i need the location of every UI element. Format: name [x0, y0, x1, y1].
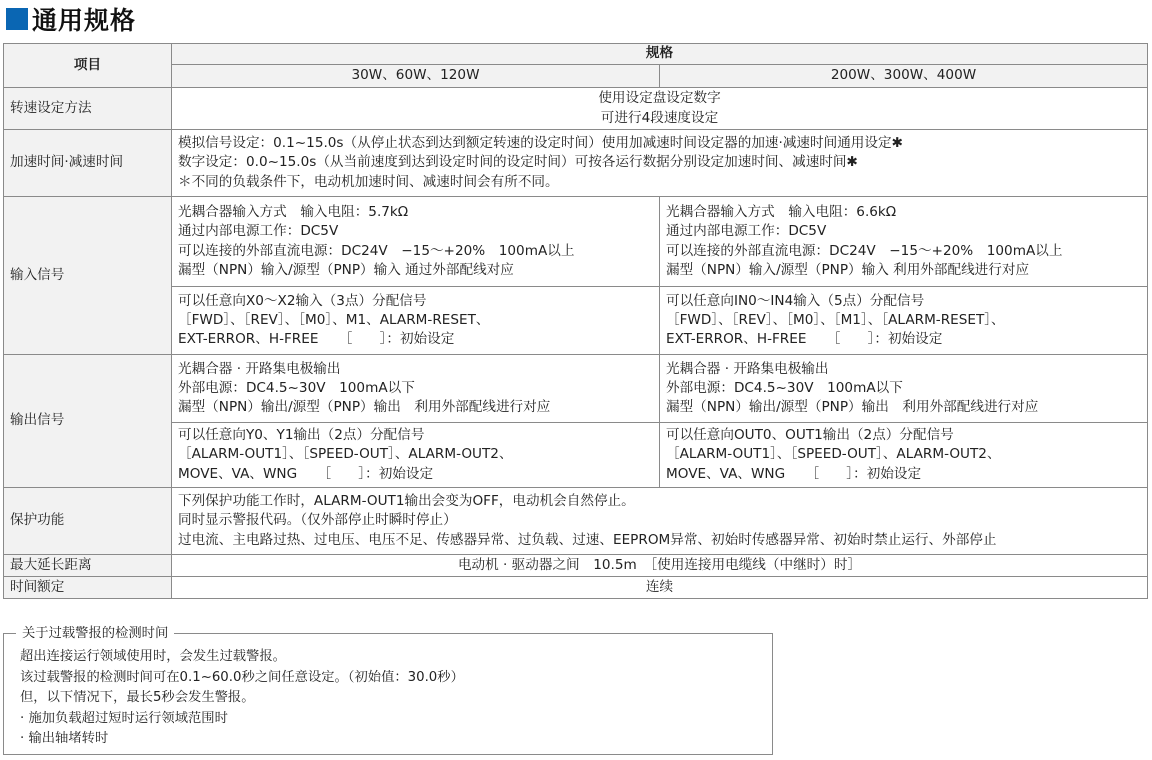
- protection-value: [172, 488, 1148, 555]
- text-line: ［ALARM-OUT1］、［SPEED-OUT］、ALARM-OUT2、: [666, 446, 1001, 463]
- row-label: 最大延长距离: [4, 555, 172, 577]
- input-spec-b: [660, 197, 1148, 287]
- header-col-b: 200W、300W、400W: [660, 65, 1148, 88]
- header-item: 项目: [4, 44, 172, 88]
- header-col-a: 30W、60W、120W: [172, 65, 660, 88]
- text-line: 通过内部电源工作：DC5V: [178, 223, 339, 240]
- note-title: 关于过载警报的检测时间: [16, 624, 174, 643]
- text-line: 使用设定盘设定数字: [598, 90, 721, 107]
- text-line: 光耦合器输入方式 输入电阻：6.6kΩ: [666, 203, 897, 220]
- section-title: [6, 2, 136, 36]
- text-line: 漏型（NPN）输出/源型（PNP）输出 利用外部配线进行对应: [178, 399, 551, 416]
- output-spec-a: [172, 355, 660, 423]
- page-title: 通用规格: [32, 6, 137, 35]
- text-line: 漏型（NPN）输出/源型（PNP）输出 利用外部配线进行对应: [666, 399, 1039, 416]
- table-row: [4, 577, 1148, 599]
- input-assign-a: [172, 287, 660, 355]
- header-spec: 规格: [172, 44, 1148, 65]
- note-line: · 施加负载超过短时运行领域范围时: [20, 710, 228, 726]
- note-line: 超出连接运行领域使用时，会发生过载警报。: [20, 649, 286, 664]
- text-line: 漏型（NPN）输入/源型（PNP）输入 利用外部配线进行对应: [666, 261, 1030, 278]
- time-rating-value: 连续: [172, 577, 1148, 599]
- text-line: 下列保护功能工作时，ALARM-OUT1输出会变为OFF，电动机会自然停止。: [178, 493, 635, 510]
- text-line: 过电流、主电路过热、过电压、电压不足、传感器异常、过负载、过速、EEPROM异常、初始时传感器异常、初始时禁止运行、外部停止: [178, 531, 997, 548]
- table-row: [4, 555, 1148, 577]
- table-row: [4, 197, 1148, 287]
- text-line: EXT-ERROR、H-FREE ［ ］：初始设定: [666, 331, 943, 348]
- speed-setting-value: [172, 88, 1148, 130]
- table-row: [4, 130, 1148, 197]
- text-line: MOVE、VA、WNG ［ ］：初始设定: [666, 465, 922, 482]
- row-label: 输出信号: [4, 355, 172, 488]
- table-row: [4, 287, 1148, 355]
- note-line: 但，以下情况下，最长5秒会发生警报。: [20, 690, 255, 706]
- text-line: 可以任意向X0～X2输入（3点）分配信号: [178, 292, 427, 309]
- output-assign-a: [172, 423, 660, 488]
- overload-note-box: [3, 626, 773, 755]
- accel-decel-value: [172, 130, 1148, 197]
- table-row: [4, 88, 1148, 130]
- text-line: ＊不同的负载条件下，电动机加速时间、减速时间会有所不同。: [178, 173, 559, 190]
- output-spec-b: [660, 355, 1148, 423]
- note-line: · 输出轴堵转时: [20, 731, 109, 747]
- input-spec-a: [172, 197, 660, 287]
- text-line: 光耦合器输入方式 输入电阻：5.7kΩ: [178, 203, 409, 220]
- text-line: 外部电源：DC4.5~30V 100mA以下: [178, 379, 415, 396]
- row-label: 输入信号: [4, 197, 172, 355]
- text-line: 同时显示警报代码。（仅外部停止时瞬时停止）: [178, 512, 457, 529]
- text-line: 可以任意向OUT0、OUT1输出（2点）分配信号: [666, 427, 954, 444]
- table-row: [4, 488, 1148, 555]
- text-line: 外部电源：DC4.5~30V 100mA以下: [666, 379, 903, 396]
- table-subheader-row: [4, 65, 1148, 88]
- text-line: 光耦合器 · 开路集电极输出: [666, 360, 829, 377]
- table-row: [4, 355, 1148, 423]
- spec-table: [3, 43, 1148, 599]
- text-line: ［FWD］、［REV］、［M0］、M1、ALARM-RESET、: [178, 311, 490, 328]
- note-body: [20, 647, 464, 750]
- table-header-row: [4, 44, 1148, 65]
- text-line: 漏型（NPN）输入/源型（PNP）输入 通过外部配线对应: [178, 261, 514, 278]
- note-line: 该过载警报的检测时间可在0.1~60.0秒之间任意设定。（初始值：30.0秒）: [20, 669, 464, 685]
- text-line: ［FWD］、［REV］、［M0］、［M1］、［ALARM-RESET］、: [666, 311, 1005, 328]
- text-line: MOVE、VA、WNG ［ ］：初始设定: [178, 465, 434, 482]
- table-row: [4, 423, 1148, 488]
- text-line: 可以连接的外部直流电源：DC24V −15～+20% 100mA以上: [666, 242, 1063, 259]
- row-label: 转速设定方法: [4, 88, 172, 130]
- text-line: 可以任意向Y0、Y1输出（2点）分配信号: [178, 427, 425, 444]
- input-assign-b: [660, 287, 1148, 355]
- output-assign-b: [660, 423, 1148, 488]
- text-line: 光耦合器 · 开路集电极输出: [178, 360, 341, 377]
- text-line: EXT-ERROR、H-FREE ［ ］：初始设定: [178, 331, 455, 348]
- text-line: 可以连接的外部直流电源：DC24V −15～+20% 100mA以上: [178, 242, 575, 259]
- row-label: 保护功能: [4, 488, 172, 555]
- max-distance-value: 电动机 · 驱动器之间 10.5m ［使用连接用电缆线（中继时）时］: [172, 555, 1148, 577]
- title-marker-icon: [6, 8, 28, 30]
- text-line: 数字设定：0.0~15.0s（从当前速度到达到设定时间的设定时间）可按各运行数据分别设定加速时间、减速时间✱: [178, 154, 858, 171]
- text-line: 通过内部电源工作：DC5V: [666, 223, 827, 240]
- text-line: 模拟信号设定：0.1~15.0s（从停止状态到达到额定转速的设定时间）使用加减速时间设定器的加速·减速时间通用设定✱: [178, 135, 903, 152]
- text-line: ［ALARM-OUT1］、［SPEED-OUT］、ALARM-OUT2、: [178, 446, 513, 463]
- text-line: 可进行4段速度设定: [600, 109, 719, 126]
- row-label: 加速时间·减速时间: [4, 130, 172, 197]
- text-line: 可以任意向IN0～IN4输入（5点）分配信号: [666, 292, 925, 309]
- row-label: 时间额定: [4, 577, 172, 599]
